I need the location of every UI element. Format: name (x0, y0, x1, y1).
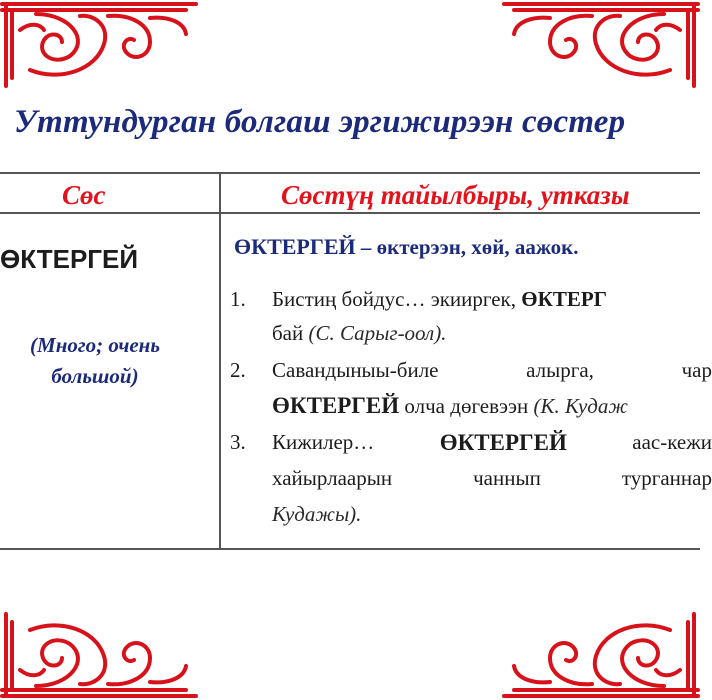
corner-ornament-top-left-icon (0, 0, 200, 90)
example-1-source: (С. Сарыг-оол). (308, 321, 447, 345)
example-2-word-3: чар (681, 358, 712, 382)
example-3-word-5: чаннып (473, 466, 541, 490)
example-2-line-2 (272, 393, 702, 419)
example-1-text-2: бай (272, 321, 309, 345)
headword: ӨКТЕРГЕЙ (0, 244, 139, 274)
corner-ornament-top-right-icon (498, 0, 700, 90)
example-3-line-3 (272, 502, 702, 527)
example-1-line-2 (272, 321, 702, 346)
example-number-3: 3. (230, 430, 246, 454)
russian-translation: (Много; очень большой) (30, 333, 160, 388)
example-number-1: 1. (230, 287, 246, 311)
corner-ornament-bottom-right-icon (498, 600, 700, 700)
column-header-word: Сөс (62, 180, 106, 210)
example-1-text: Бистиң бойдус… экииргек, (272, 287, 522, 311)
definition-text: – өктерээн, хөй, аажок. (355, 235, 579, 259)
example-3-word-1: Кижилер… (272, 430, 375, 454)
corner-ornament-bottom-left-icon (0, 600, 200, 700)
example-3-word-4: хайырлаарын (272, 466, 393, 490)
table-top-border (0, 172, 700, 174)
definition-keyword: ӨКТЕРГЕЙ (234, 234, 356, 259)
example-2-text: олча дөгевээн (399, 394, 534, 418)
table-header-divider (0, 212, 700, 214)
example-3-line-1 (272, 430, 712, 456)
example-3-word-6: турганнар (621, 466, 712, 490)
example-2-word-1: Савандыныы-биле (272, 358, 439, 382)
example-2-line-1 (272, 358, 712, 383)
definition-line (234, 234, 578, 260)
example-number-2: 2. (230, 358, 246, 382)
example-1-keyword: ӨКТЕРГ (521, 287, 608, 311)
example-2-keyword: ӨКТЕРГЕЙ (272, 393, 400, 418)
table-bottom-border (0, 548, 700, 550)
example-1-line-1 (272, 287, 702, 312)
example-3-word-3: аас-кежи (632, 430, 712, 454)
example-2-source: (К. Кудаж (533, 394, 628, 418)
example-3-keyword: ӨКТЕРГЕЙ (439, 430, 567, 455)
example-3-source: Кудажы). (272, 502, 362, 526)
table-column-divider (219, 172, 221, 550)
example-2-word-2: алырга, (526, 358, 594, 382)
column-header-meaning: Сөстүң тайылбыры, утказы (281, 180, 630, 210)
page-title: Уттундурган болгаш эргижирээн сөстер (14, 104, 626, 140)
example-3-line-2 (272, 466, 712, 491)
